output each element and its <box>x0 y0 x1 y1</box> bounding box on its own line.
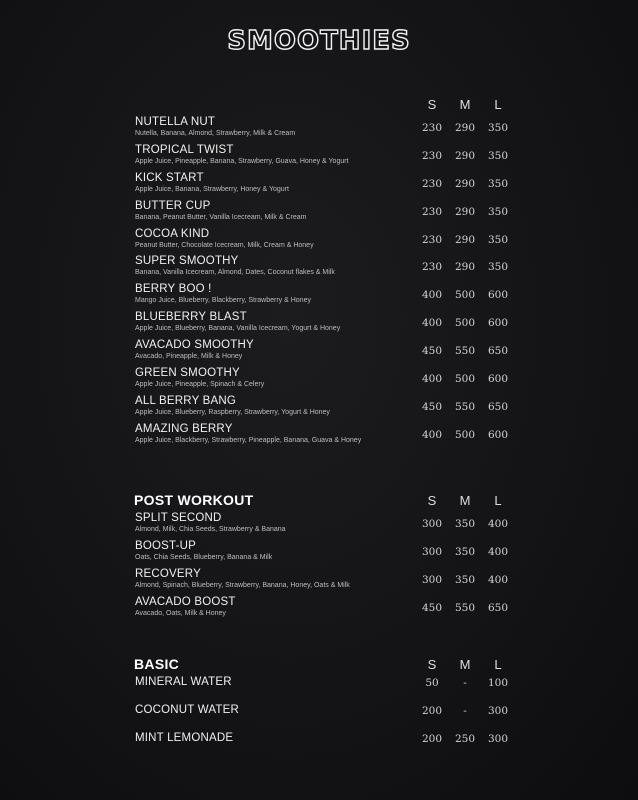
price-small: 230 <box>421 205 443 218</box>
price-medium: 350 <box>454 545 476 558</box>
smoothies-section <box>0 96 638 451</box>
price-small: 400 <box>421 289 443 302</box>
item-name: AMAZING BERRY <box>135 422 233 435</box>
price-medium: 290 <box>454 177 476 190</box>
price-medium: 500 <box>454 289 476 302</box>
price-medium: - <box>463 677 467 689</box>
item-name: KICK START <box>135 171 204 184</box>
menu-item <box>0 339 638 367</box>
price-large: 350 <box>487 261 509 274</box>
menu-item <box>0 367 638 395</box>
item-name: BOOST-UP <box>135 539 197 552</box>
price-medium: 290 <box>454 122 476 134</box>
item-description: Apple Juice, Banana, Strawberry, Honey & Yogurt <box>135 185 289 193</box>
price-small: 230 <box>421 261 443 274</box>
item-name: BERRY BOO ! <box>135 283 212 296</box>
price-large: 300 <box>487 704 509 717</box>
price-large: 100 <box>487 677 509 689</box>
menu-list <box>0 116 638 451</box>
item-description: Nutella, Banana, Almond, Strawberry, Milk & Cream <box>135 130 296 137</box>
item-description: Apple Juice, Blueberry, Banana, Vanilla Icecream, Yogurt & Honey <box>135 325 341 333</box>
basic-section <box>0 656 638 760</box>
price-large: 300 <box>487 732 509 745</box>
price-small: 450 <box>421 345 443 358</box>
menu-item <box>0 228 638 256</box>
item-name: NUTELLA NUT <box>135 116 216 128</box>
price-small: 400 <box>421 428 443 441</box>
item-name: MINERAL WATER <box>135 676 232 688</box>
page-title: SMOOTHIES <box>227 26 411 56</box>
price-small: 230 <box>421 149 443 162</box>
menu-list <box>0 512 638 624</box>
price-small: 200 <box>421 732 443 745</box>
menu-item <box>0 676 638 704</box>
menu-item <box>0 144 638 172</box>
price-small: 50 <box>425 677 439 689</box>
item-description: Banana, Vanilla Icecream, Almond, Dates, Coconut flakes & Milk <box>135 269 335 277</box>
price-large: 600 <box>487 289 509 302</box>
price-medium: 290 <box>454 149 476 162</box>
price-medium: 250 <box>454 732 476 745</box>
menu-item <box>0 395 638 423</box>
size-header-l: L <box>494 493 502 508</box>
price-small: 400 <box>421 317 443 330</box>
price-small: 300 <box>421 518 443 530</box>
menu-item <box>0 704 638 732</box>
price-large: 600 <box>487 317 509 330</box>
item-description: Peanut Butter, Chocolate Icecream, Milk, Cream & Honey <box>135 241 314 249</box>
item-description: Avacado, Oats, Milk & Honey <box>135 609 226 617</box>
price-large: 400 <box>487 545 509 558</box>
menu-item <box>0 423 638 451</box>
price-medium: 290 <box>454 233 476 246</box>
price-large: 650 <box>487 400 509 413</box>
price-large: 600 <box>487 373 509 386</box>
price-small: 230 <box>421 122 443 134</box>
size-header-m: M <box>459 97 471 112</box>
price-medium: 350 <box>454 518 476 530</box>
price-medium: 500 <box>454 428 476 441</box>
item-description: Apple Juice, Pineapple, Banana, Strawberry, Guava, Honey & Yogurt <box>135 157 349 165</box>
price-large: 350 <box>487 233 509 246</box>
price-medium: 350 <box>454 573 476 586</box>
price-small: 230 <box>421 177 443 190</box>
item-description: Mango Juice, Blueberry, Blackberry, Strawberry & Honey <box>135 297 311 305</box>
size-header-m: M <box>459 493 471 508</box>
price-large: 600 <box>487 428 509 441</box>
item-description: Almond, Milk, Chia Seeds, Strawberry & Banana <box>135 526 286 533</box>
price-small: 300 <box>421 545 443 558</box>
price-medium: - <box>463 704 467 717</box>
price-small: 450 <box>421 601 443 614</box>
item-name: ALL BERRY BANG <box>135 394 237 407</box>
size-header-s: S <box>427 97 437 112</box>
menu-list <box>0 676 638 760</box>
price-large: 350 <box>487 149 509 162</box>
item-description: Oats, Chia Seeds, Blueberry, Banana & Milk <box>135 553 273 561</box>
section-header <box>0 492 638 512</box>
price-small: 450 <box>421 400 443 413</box>
menu-item <box>0 311 638 339</box>
item-name: COCONUT WATER <box>135 703 239 716</box>
price-medium: 290 <box>454 261 476 274</box>
item-name: AVACADO SMOOTHY <box>135 339 254 352</box>
menu-item <box>0 568 638 596</box>
price-large: 400 <box>487 573 509 586</box>
item-description: Avacado, Pineapple, Milk & Honey <box>135 353 243 361</box>
menu-item <box>0 512 638 540</box>
price-small: 200 <box>421 704 443 717</box>
item-name: TROPICAL TWIST <box>135 143 234 156</box>
menu-item <box>0 116 638 144</box>
menu-item <box>0 732 638 760</box>
item-name: RECOVERY <box>135 567 201 580</box>
price-small: 300 <box>421 573 443 586</box>
size-header-s: S <box>427 657 437 672</box>
price-medium: 290 <box>454 205 476 218</box>
price-medium: 500 <box>454 373 476 386</box>
price-small: 400 <box>421 373 443 386</box>
size-header-l: L <box>494 657 502 672</box>
price-large: 350 <box>487 122 509 134</box>
menu-item <box>0 283 638 311</box>
price-medium: 550 <box>454 601 476 614</box>
menu-item <box>0 540 638 568</box>
item-description: Apple Juice, Blackberry, Strawberry, Pineapple, Banana, Guava & Honey <box>135 436 362 444</box>
section-header <box>0 96 638 116</box>
price-large: 650 <box>487 345 509 358</box>
item-name: SPLIT SECOND <box>135 512 222 524</box>
section-title: POST WORKOUT <box>134 492 254 508</box>
item-name: GREEN SMOOTHY <box>135 367 240 380</box>
menu-item <box>0 596 638 624</box>
price-small: 230 <box>421 233 443 246</box>
size-header-l: L <box>494 97 502 112</box>
price-medium: 550 <box>454 400 476 413</box>
price-large: 350 <box>487 205 509 218</box>
menu-item <box>0 172 638 200</box>
post-workout-section <box>0 492 638 624</box>
section-title: BASIC <box>134 656 180 672</box>
price-medium: 500 <box>454 317 476 330</box>
price-large: 350 <box>487 177 509 190</box>
menu-item <box>0 255 638 283</box>
item-name: BUTTER CUP <box>135 199 211 212</box>
item-description: Banana, Peanut Butter, Vanilla Icecream, Milk & Cream <box>135 213 307 221</box>
size-header-s: S <box>427 493 437 508</box>
item-description: Apple Juice, Pineapple, Spinach & Celery <box>135 381 265 389</box>
item-name: MINT LEMONADE <box>135 731 234 744</box>
item-name: COCOA KIND <box>135 227 210 240</box>
item-name: SUPER SMOOTHY <box>135 255 239 268</box>
menu-item <box>0 200 638 228</box>
item-description: Apple Juice, Blueberry, Raspberry, Strawberry, Yogurt & Honey <box>135 408 330 416</box>
item-description: Almond, Spinach, Blueberry, Strawberry, Banana, Honey, Oats & Milk <box>135 581 350 589</box>
item-name: BLUEBERRY BLAST <box>135 311 247 324</box>
price-large: 400 <box>487 518 509 530</box>
size-header-m: M <box>459 657 471 672</box>
price-medium: 550 <box>454 345 476 358</box>
item-name: AVACADO BOOST <box>135 595 236 608</box>
section-header <box>0 656 638 676</box>
price-large: 650 <box>487 601 509 614</box>
